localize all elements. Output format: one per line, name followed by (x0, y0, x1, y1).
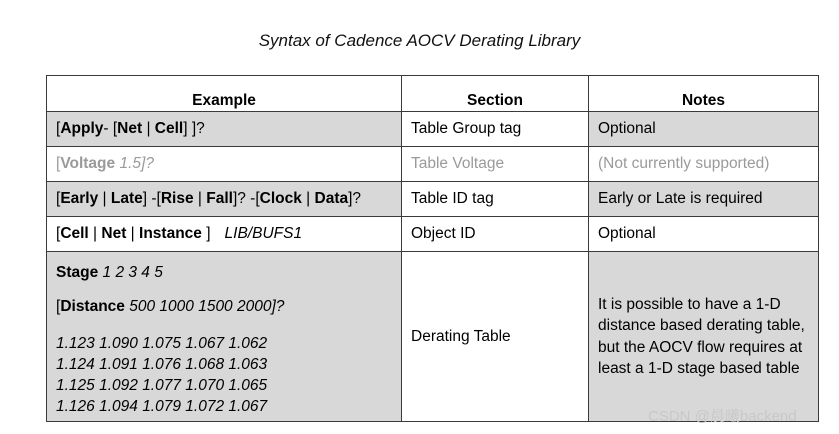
table-row-group-tag (47, 112, 819, 147)
table-row-id-tag (47, 182, 819, 217)
header-row (47, 76, 819, 112)
distance-line: [Distance 500 1000 1500 2000]? (56, 298, 285, 315)
derating-row: 1.126 1.094 1.079 1.072 1.067 (56, 398, 268, 415)
example-cell: [Voltage 1.5]? (47, 147, 402, 182)
section-cell: Derating Table (402, 252, 589, 422)
derating-row: 1.123 1.090 1.075 1.067 1.062 (56, 335, 268, 352)
header-section: Section (402, 76, 589, 112)
table-row-voltage (47, 147, 819, 182)
section-cell: Object ID (402, 217, 589, 252)
example-cell (47, 252, 402, 422)
section-cell: Table Group tag (402, 112, 589, 147)
notes-cell: Optional (589, 217, 819, 252)
section-cell: Table Voltage (402, 147, 589, 182)
section-cell: Table ID tag (402, 182, 589, 217)
aocv-syntax-table (46, 75, 819, 422)
example-cell: [Apply- [Net | Cell] ]? (47, 112, 402, 147)
notes-cell: It is possible to have a 1-D distance based derating table, but the AOCV flow requires at least a 1-D stage based table (589, 252, 819, 422)
table-row-object-id (47, 217, 819, 252)
derating-values (56, 333, 392, 417)
watermark: CSDN @晨曦backend (648, 408, 797, 425)
notes-cell: Early or Late is required (589, 182, 819, 217)
example-cell: [Early | Late] -[Rise | Fall]? -[Clock | Data]? (47, 182, 402, 217)
page-title: Syntax of Cadence AOCV Derating Library (258, 31, 581, 50)
stage-line: Stage 1 2 3 4 5 (56, 264, 163, 281)
header-notes: Notes (589, 76, 819, 112)
header-example: Example (47, 76, 402, 112)
derating-row: 1.125 1.092 1.077 1.070 1.065 (56, 377, 268, 394)
notes-cell: (Not currently supported) (589, 147, 819, 182)
table-row-derating (47, 252, 819, 422)
example-cell: [Cell | Net | Instance ] LIB/BUFS1 (47, 217, 402, 252)
derating-row: 1.124 1.091 1.076 1.068 1.063 (56, 356, 268, 373)
notes-cell: Optional (589, 112, 819, 147)
